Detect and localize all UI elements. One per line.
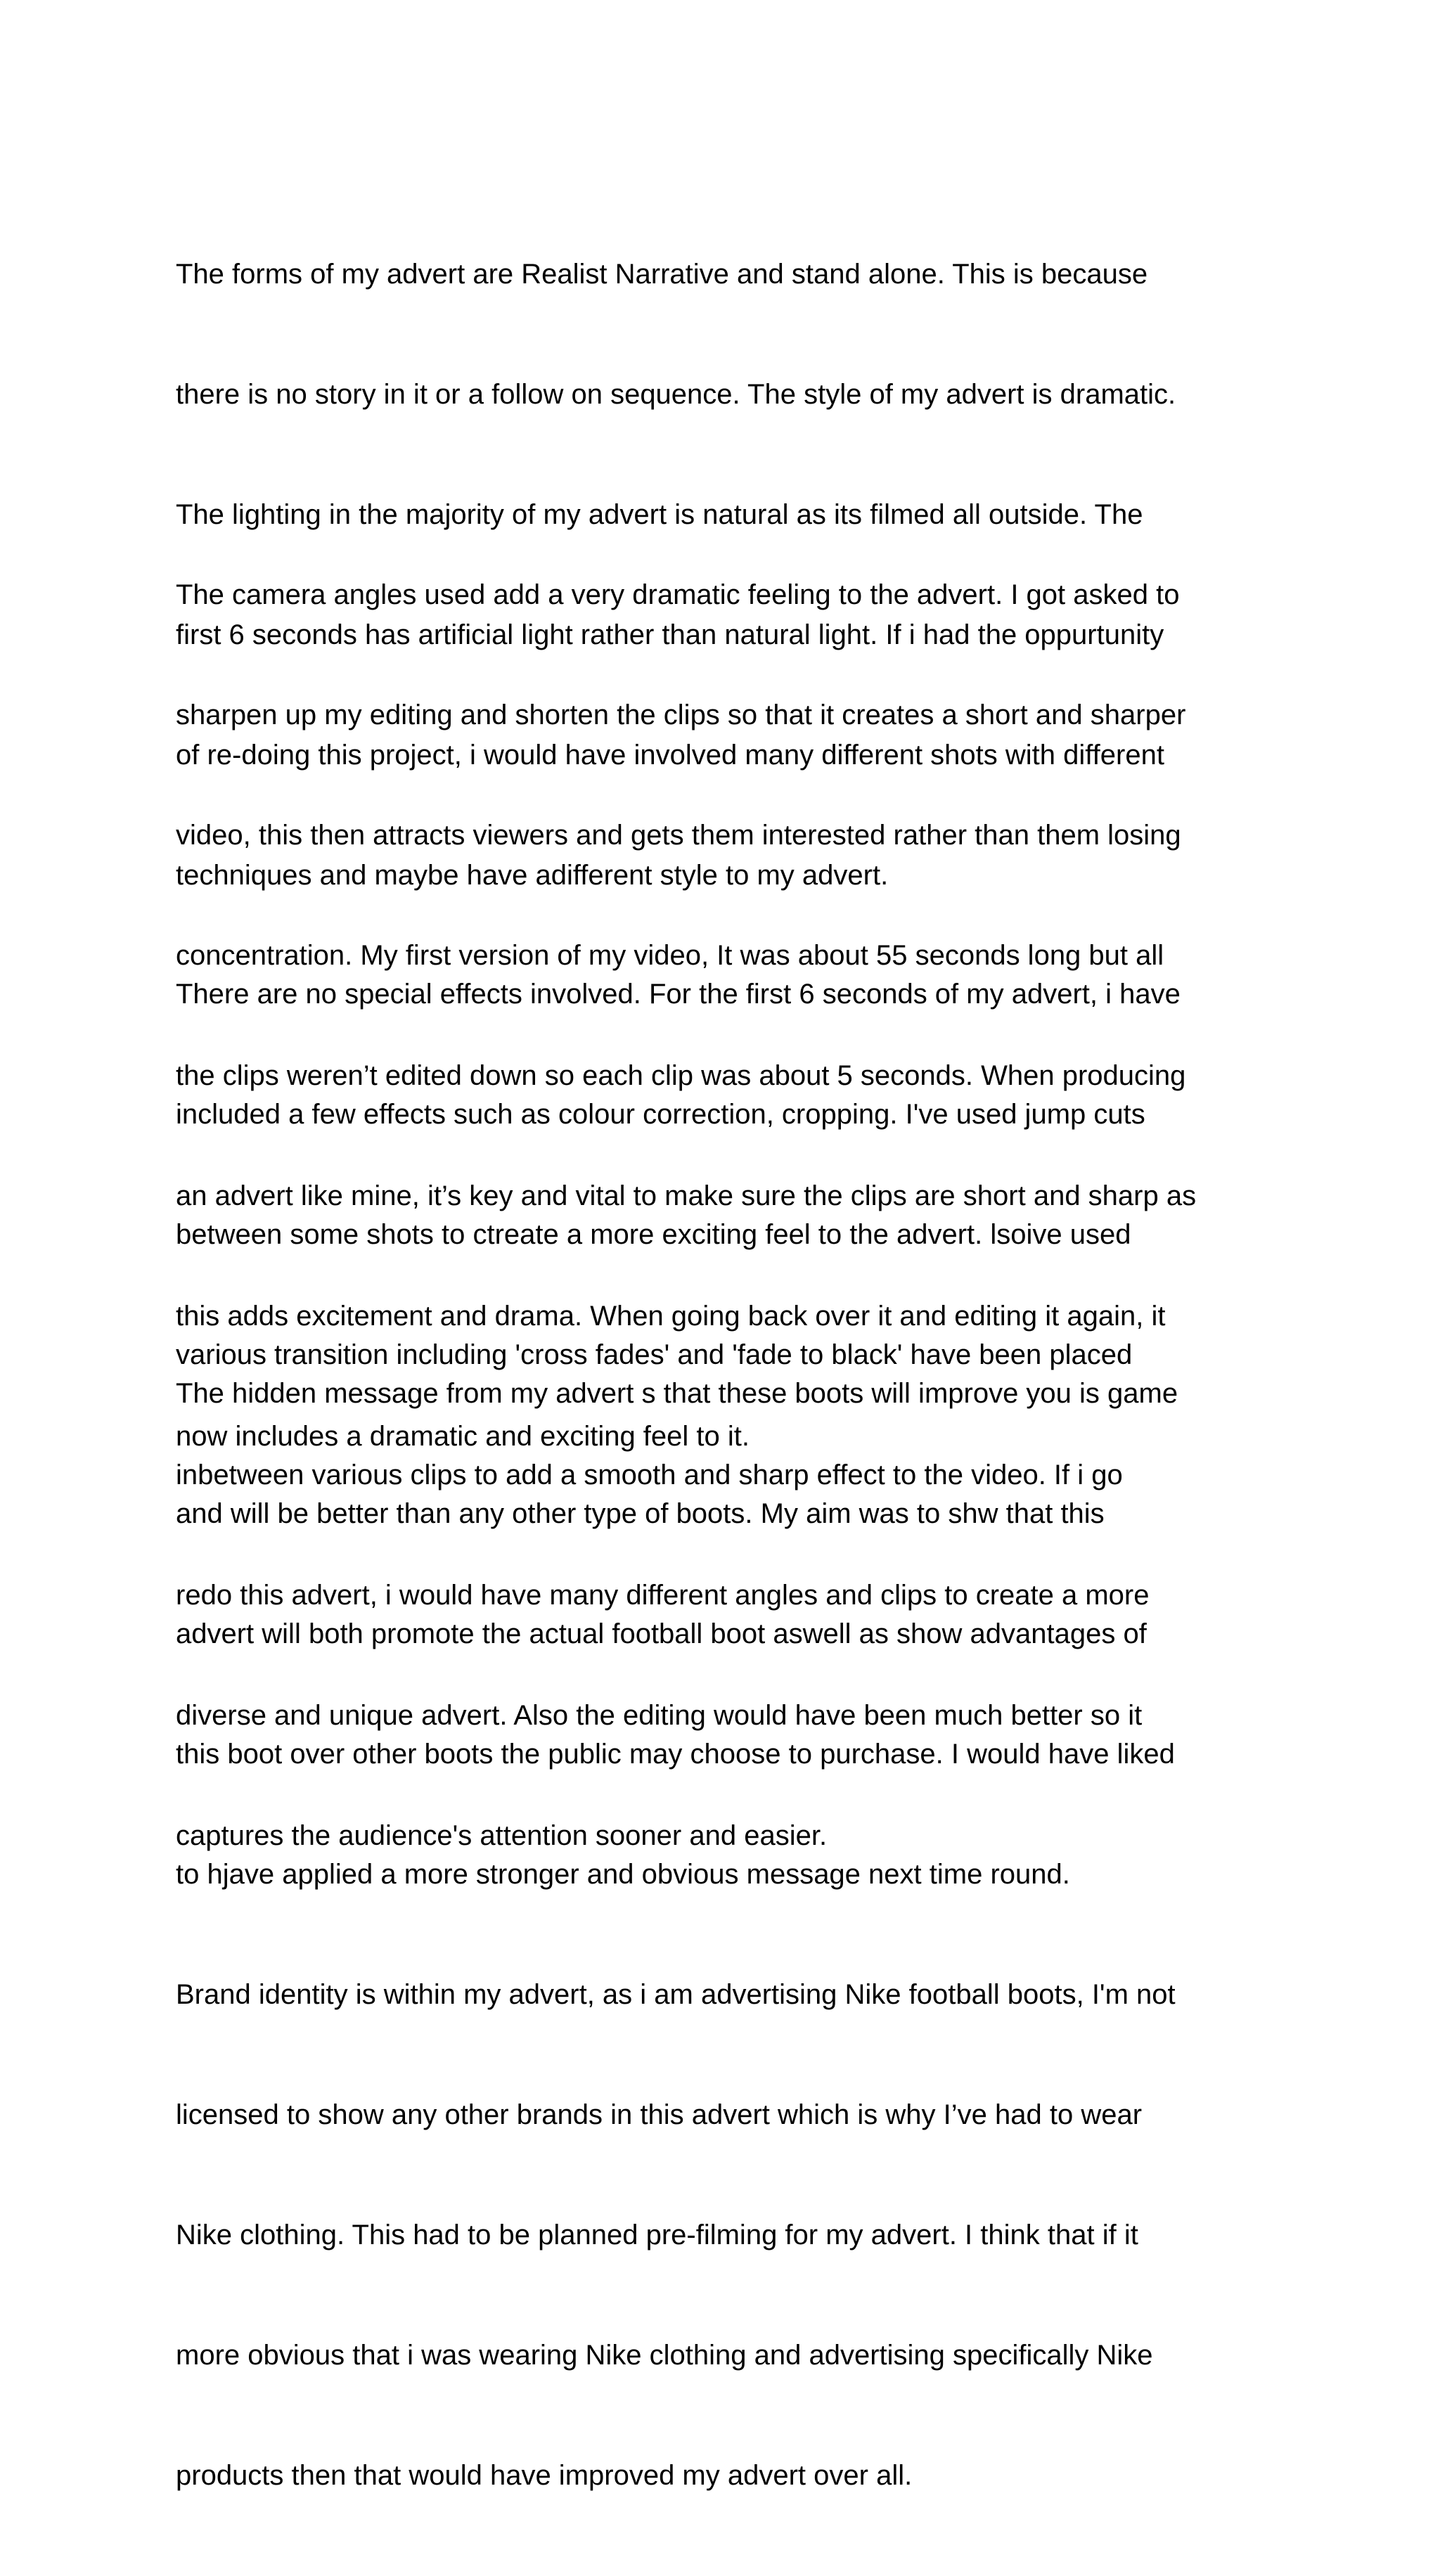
paragraph-line: Brand identity is within my advert, as i am advertising Nike football boots, I'm not: [176, 1979, 1176, 2010]
paragraph-line: redo this advert, i would have many different angles and clips to create a more: [176, 1580, 1150, 1611]
paragraph-line: an advert like mine, it’s key and vital to make sure the clips are short and sharp as: [176, 1180, 1197, 1211]
paragraph-line: The camera angles used add a very dramatic feeling to the advert. I got asked to: [176, 579, 1180, 610]
paragraph-line: techniques and maybe have adifferent style to my advert.: [176, 860, 889, 891]
paragraph-line: advert will both promote the actual football boot aswell as show advantages of: [176, 1618, 1147, 1649]
paragraph-line: video, this then attracts viewers and gets them interested rather than them losing: [176, 820, 1181, 851]
paragraph-line: between some shots to ctreate a more exciting feel to the advert. lsoive used: [176, 1219, 1131, 1250]
paragraph-line: more obvious that i was wearing Nike clothing and advertising specifically Nike: [176, 2340, 1153, 2371]
paragraph-line: concentration. My first version of my video, It was about 55 seconds long but all: [176, 940, 1164, 971]
paragraph-line: first 6 seconds has artificial light rather than natural light. If i had the oppurtunity: [176, 619, 1164, 650]
paragraph-line: the clips weren’t edited down so each clip was about 5 seconds. When producing: [176, 1060, 1186, 1091]
paragraph-line: licensed to show any other brands in this advert which is why I’ve had to wear: [176, 2099, 1143, 2130]
paragraph-line: this boot over other boots the public may choose to purchase. I would have liked: [176, 1739, 1175, 1770]
paragraph-line: to hjave applied a more stronger and obvious message next time round.: [176, 1859, 1070, 1890]
paragraph-line: The lighting in the majority of my advert is natural as its filmed all outside. The: [176, 499, 1143, 530]
paragraph-hidden-message-and-brand: [176, 1294, 1273, 2576]
paragraph-line: Nike clothing. This had to be planned pre-filming for my advert. I think that if it: [176, 2220, 1138, 2250]
paragraph-line: included a few effects such as colour correction, cropping. I've used jump cuts: [176, 1099, 1145, 1130]
paragraph-line: various transition including 'cross fades' and 'fade to black' have been placed: [176, 1339, 1133, 1370]
paragraph-line: There are no special effects involved. For the first 6 seconds of my advert, i have: [176, 979, 1181, 1010]
paragraph-line: products then that would have improved my advert over all.: [176, 2460, 913, 2491]
paragraph-line: now includes a dramatic and exciting feel to it.: [176, 1421, 750, 1452]
paragraph-line: of re-doing this project, i would have involved many different shots with different: [176, 740, 1164, 771]
paragraph-line: The forms of my advert are Realist Narrative and stand alone. This is because: [176, 259, 1148, 290]
paragraph-line: diverse and unique advert. Also the editing would have been much better so it: [176, 1700, 1143, 1731]
paragraph-line: inbetween various clips to add a smooth and sharp effect to the video. If i go: [176, 1460, 1123, 1490]
paragraph-line: The hidden message from my advert s that these boots will improve you is game: [176, 1378, 1178, 1409]
paragraph-line: captures the audience's attention sooner and easier.: [176, 1820, 828, 1851]
paragraph-line: and will be better than any other type of boots. My aim was to shw that this: [176, 1498, 1105, 1529]
paragraph-line: this adds excitement and drama. When going back over it and editing it again, it: [176, 1301, 1166, 1332]
paragraph-line: there is no story in it or a follow on sequence. The style of my advert is dramatic.: [176, 379, 1176, 410]
paragraph-line: sharpen up my editing and shorten the clips so that it creates a short and sharper: [176, 700, 1186, 730]
